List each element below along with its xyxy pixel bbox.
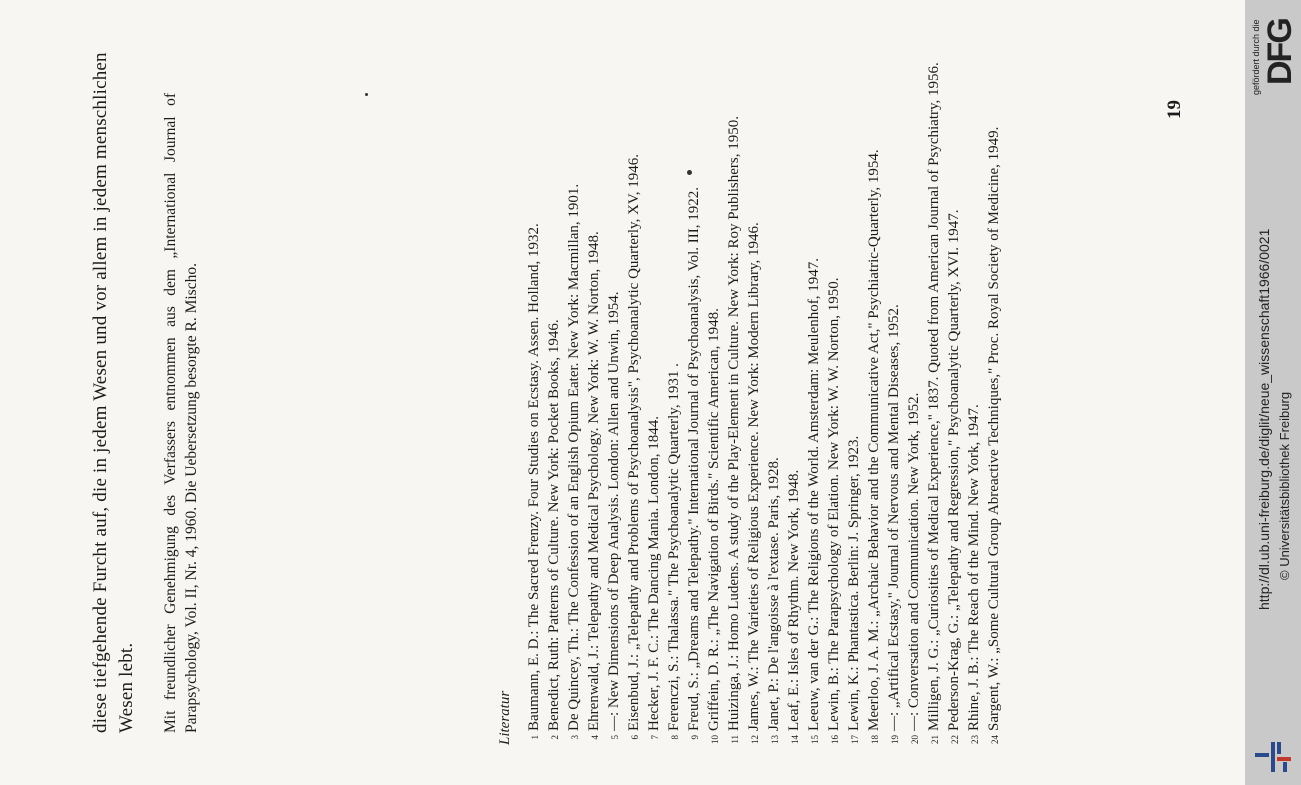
- dfg-logo: DFG: [1261, 19, 1299, 85]
- reference-text: Griffein, D. R.: „The Navigation of Birds." Scientific American, 1948.: [706, 308, 722, 731]
- reference-item: [544, 39, 564, 745]
- reference-item: [964, 39, 984, 745]
- reference-number: 22: [950, 735, 960, 744]
- reference-item: [844, 39, 864, 745]
- reference-item: [944, 39, 964, 745]
- literature-heading: Literatur: [497, 690, 513, 745]
- reference-item: [704, 39, 724, 745]
- reference-number: 18: [870, 735, 880, 744]
- reference-item: [884, 39, 904, 745]
- reference-item: [684, 39, 704, 745]
- reference-text: Milligen, J. G.: „Curiosities of Medical Experience," 1837. Quoted from American Journal of Psychiatry, 1956.: [926, 62, 942, 731]
- reference-number: 13: [770, 735, 780, 744]
- digitization-sidebar: [1245, 0, 1301, 785]
- reference-text: Meerloo, J. A. M.: „Archaic Behavior and the Communicative Act," Psychiatric-Quarterly, 1954.: [866, 149, 882, 731]
- source-url-link[interactable]: http://dl.ub.uni-freiburg.de/diglit/neue_wissenschaft1966/0021: [1256, 228, 1272, 610]
- reference-number: 7: [650, 735, 660, 740]
- reference-number: 19: [890, 735, 900, 744]
- reference-number: 12: [750, 735, 760, 744]
- body-paragraph: diese tiefgehende Furcht auf, die in jedem Wesen und vor allem in jedem menschlichen Wesen lebt.: [90, 52, 137, 733]
- reference-number: 8: [670, 735, 680, 740]
- reference-item: [564, 39, 584, 745]
- reference-text: De Quincey, Th.: The Confession of an English Opium Eater. New York: Macmillan, 1901.: [566, 183, 582, 731]
- sidebar-text-block: [1245, 0, 1301, 785]
- reference-text: Leeuw, van der G.: The Religions of the World. Amsterdam: Meulenhof, 1947.: [806, 257, 822, 731]
- reference-number: 17: [850, 735, 860, 744]
- reference-item: [584, 39, 604, 745]
- reference-text: Huizinga, J.: Homo Ludens. A study of the Play-Element in Culture. New York: Roy Publishers, 1950.: [726, 116, 742, 731]
- reference-text: Ehrenwald, J.: Telepathy and Medical Psychology. New York: W. W. Norton, 1948.: [586, 231, 602, 731]
- reference-text: —: Conversation and Communication. New York, 1952.: [906, 392, 922, 731]
- reference-item: [744, 39, 764, 745]
- reference-item: [724, 39, 744, 745]
- reference-number: 10: [710, 735, 720, 744]
- reference-number: 2: [550, 735, 560, 740]
- reference-text: —: New Dimensions of Deep Analysis. London: Allen and Unwin, 1954.: [606, 291, 622, 731]
- reference-number: 3: [570, 735, 580, 740]
- reference-text: —: „Artifical Ecstasy," Journal of Nervous and Mental Diseases, 1952.: [886, 304, 902, 731]
- scan-speck: [365, 93, 368, 96]
- reference-item: [764, 39, 784, 745]
- reference-text: Eisenbud, J.: „Telepathy and Problems of Psychoanalysis", Psychoanalytic Quarterly, XV, 1946.: [626, 153, 642, 731]
- reference-number: 14: [790, 735, 800, 744]
- reference-item: [644, 39, 664, 745]
- reference-number: 21: [930, 735, 940, 744]
- reference-number: 15: [810, 735, 820, 744]
- reference-number: 9: [690, 735, 700, 740]
- reference-item: [604, 39, 624, 745]
- reference-number: 4: [590, 735, 600, 740]
- reference-text: Freud, S.: „Dreams and Telepathy." International Journal of Psychoanalysis, Vol. III, 1922.: [686, 187, 702, 731]
- reference-text: Pederson-Krag, G.: „Telepathy and Regression," Psychoanalytic Quarterly, XVI. 1947.: [946, 209, 962, 731]
- reference-text: Benedict, Ruth: Patterns of Culture. New York: Pocket Books, 1946.: [546, 319, 562, 731]
- reference-number: 6: [630, 735, 640, 740]
- reference-item: [524, 39, 544, 745]
- reference-number: 20: [910, 735, 920, 744]
- reference-number: 5: [610, 735, 620, 740]
- reference-item: [624, 39, 644, 745]
- reference-text: Lewin, K.: Phantastica. Berlin: J. Springer, 1923.: [846, 435, 862, 731]
- reference-text: Leaf, E.: Isles of Rhythm. New York, 1948.: [786, 469, 802, 731]
- reference-number: 11: [730, 735, 740, 744]
- reference-text: Lewin, B.: The Parapsychology of Elation. New York: W. W. Norton, 1950.: [826, 277, 842, 731]
- university-library-logo-icon: [1255, 740, 1293, 774]
- copyright-notice: © Universitätsbibliothek Freiburg: [1277, 391, 1292, 580]
- reference-text: Janet, P.: De l'angoisse à l'extase. Paris, 1928.: [766, 457, 782, 731]
- reference-item: [924, 39, 944, 745]
- reference-item: [984, 39, 1004, 745]
- reference-item: [804, 39, 824, 745]
- reference-text: Sargent, W.: „Some Cultural Group Abreactive Techniques," Proc. Royal Society of Medicine, 1949.: [986, 126, 1002, 731]
- reference-text: James, W.: The Varieties of Religious Experience. New York: Modern Library, 1946.: [746, 222, 762, 731]
- reference-text: Hecker, J. F. C.: The Dancing Mania. London, 1844.: [646, 416, 662, 731]
- dfg-funding-caption: gefördert durch die: [1251, 19, 1261, 95]
- reference-list: [524, 39, 1004, 745]
- reference-number: 1: [530, 735, 540, 740]
- reference-item: [824, 39, 844, 745]
- reference-text: Rhine, J. B.: The Reach of the Mind. New York, 1947.: [966, 404, 982, 731]
- reference-item: [864, 39, 884, 745]
- reference-item: [784, 39, 804, 745]
- reference-number: 16: [830, 735, 840, 744]
- reference-item: [904, 39, 924, 745]
- reference-number: 23: [970, 735, 980, 744]
- reference-item: [664, 39, 684, 745]
- scan-speck: [687, 170, 692, 175]
- page-number: 19: [1164, 100, 1185, 119]
- reference-number: 24: [990, 735, 1000, 744]
- reference-text: Baumann, E. D.: The Sacred Frenzy. Four Studies on Ecstasy. Assen. Holland, 1932.: [526, 223, 542, 731]
- translation-note: Mit freundlicher Genehmigung des Verfassers entnommen aus dem „International Journal of Parapsychology, Vol. II, Nr. 4, 1960. Die Uebersetzung besorgte R. Mischo.: [162, 93, 200, 733]
- reference-text: Ferenczi, S.: Thalassa." The Psychoanalytic Quarterly, 1931 .: [666, 363, 682, 731]
